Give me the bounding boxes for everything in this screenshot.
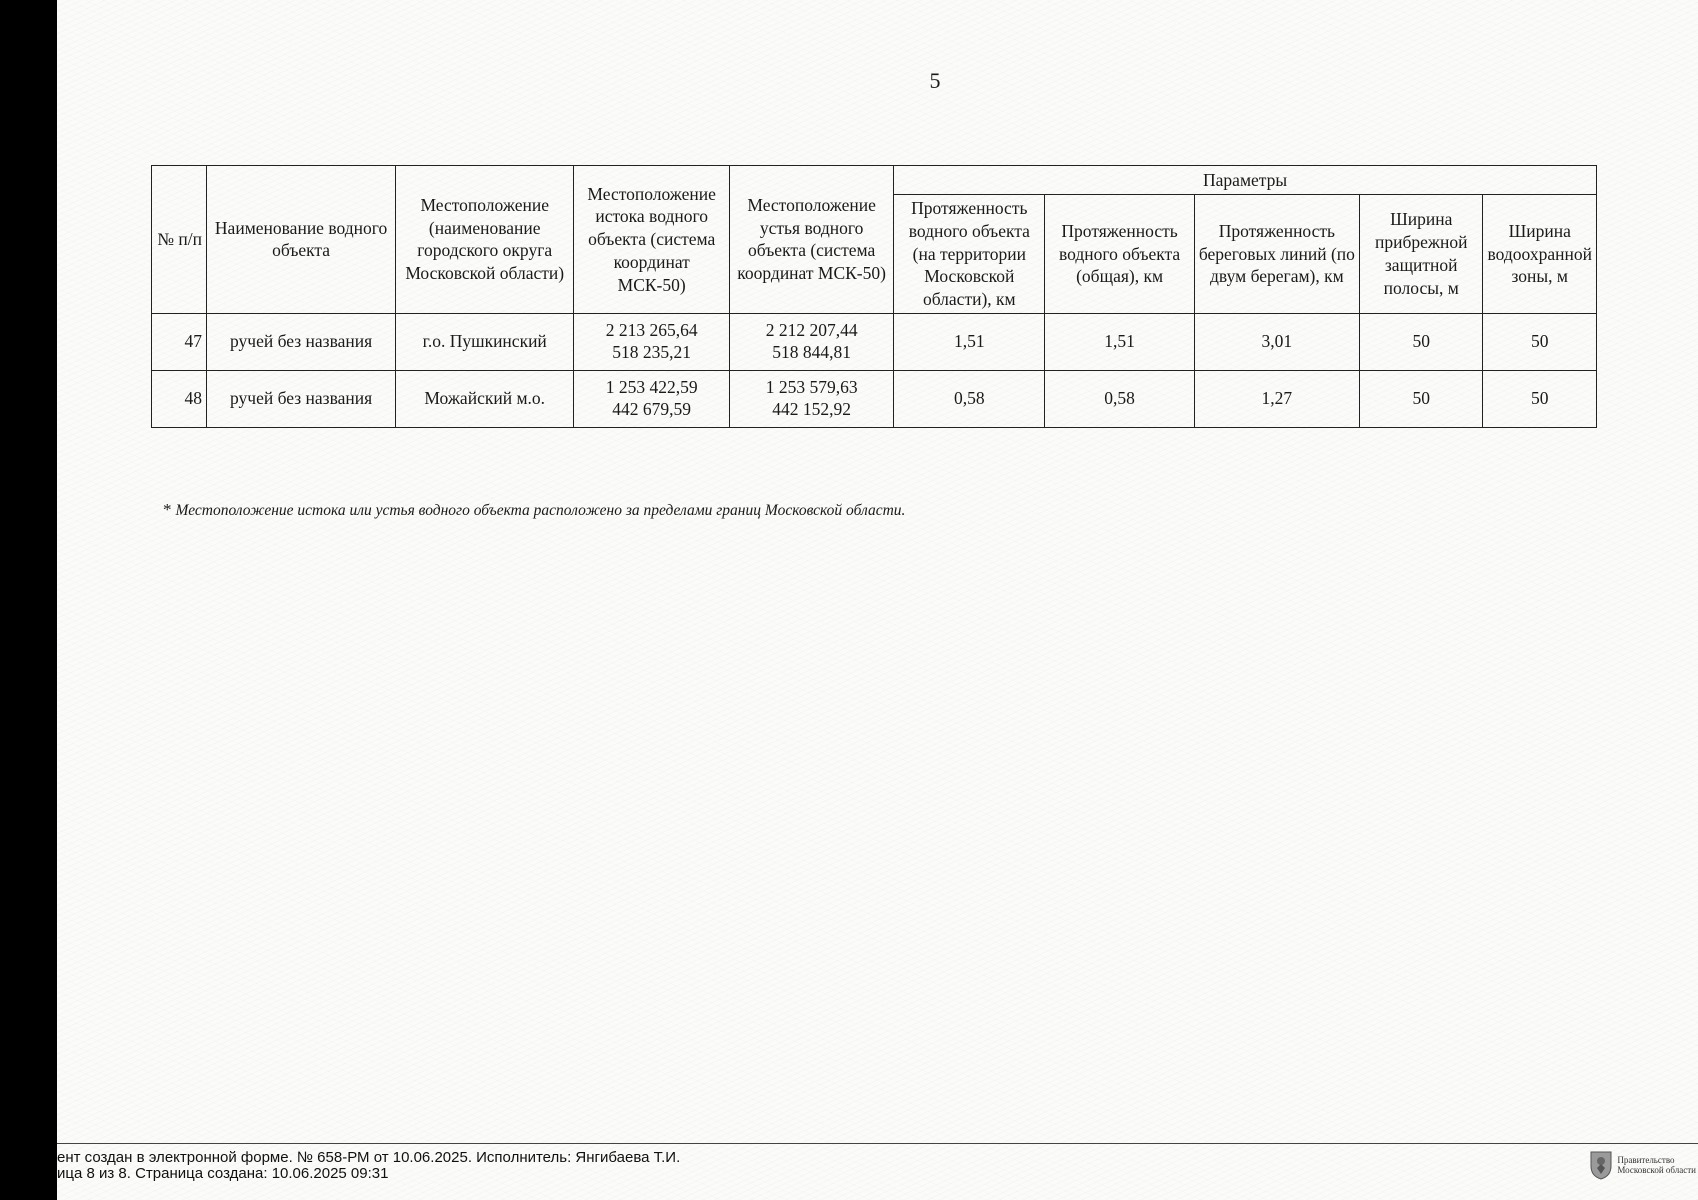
cell-num: 47 xyxy=(152,313,207,370)
mouth-x: 2 212 207,44 xyxy=(765,319,858,340)
mouth-y: 518 844,81 xyxy=(772,341,851,362)
header-protection-zone: Ширина водоохранной зоны, м xyxy=(1483,195,1597,314)
water-objects-table xyxy=(151,165,1597,428)
source-y: 518 235,21 xyxy=(612,341,692,362)
table-row xyxy=(152,370,1597,427)
footnote-text: Местоположение истока или устья водного объекта расположено за пределами границ Московской области. xyxy=(175,502,906,519)
cell-source xyxy=(574,313,730,370)
cell-length-region: 0,58 xyxy=(894,370,1045,427)
header-location: Местоположение (наименование городского округа Московской области) xyxy=(396,166,574,314)
header-num: № п/п xyxy=(152,166,207,314)
moscow-region-emblem-icon xyxy=(1589,1150,1613,1180)
source-x: 2 213 265,64 xyxy=(605,319,698,340)
cell-length-banks: 1,27 xyxy=(1194,370,1359,427)
cell-name: ручей без названия xyxy=(207,370,396,427)
cell-mouth xyxy=(730,370,894,427)
electronic-document-footer xyxy=(57,1150,680,1182)
cell-num: 48 xyxy=(152,370,207,427)
logo-line-1: Правительство xyxy=(1617,1155,1675,1165)
cell-source xyxy=(574,370,730,427)
cell-location: г.о. Пушкинский xyxy=(396,313,574,370)
header-length-total: Протяженность водного объекта (общая), км xyxy=(1045,195,1194,314)
government-logo-text xyxy=(1617,1155,1696,1175)
footer-divider xyxy=(57,1143,1698,1144)
cell-length-banks: 3,01 xyxy=(1194,313,1359,370)
logo-line-2: Московской области xyxy=(1617,1165,1696,1175)
cell-length-total: 1,51 xyxy=(1045,313,1194,370)
source-y: 442 679,59 xyxy=(612,398,692,419)
cell-coastal-strip: 50 xyxy=(1359,370,1482,427)
page-number: 5 xyxy=(929,68,941,93)
footnote-mark: * xyxy=(163,500,172,519)
header-parameters: Параметры xyxy=(894,166,1597,195)
mouth-y: 442 152,92 xyxy=(772,398,851,419)
header-name: Наименование водного объекта xyxy=(207,166,396,314)
cell-length-region: 1,51 xyxy=(894,313,1045,370)
footer-line-page: ица 8 из 8. Страница создана: 10.06.2025 09:31 xyxy=(57,1165,389,1182)
cell-coastal-strip: 50 xyxy=(1359,313,1482,370)
scan-left-margin xyxy=(0,0,57,1200)
header-source: Местоположение истока водного объекта (система координат МСК-50) xyxy=(574,166,730,314)
header-mouth: Местоположение устья водного объекта (система координат МСК-50) xyxy=(730,166,894,314)
cell-location: Можайский м.о. xyxy=(396,370,574,427)
cell-name: ручей без названия xyxy=(207,313,396,370)
footer-line-document: ент создан в электронной форме. № 658-РМ от 10.06.2025. Исполнитель: Янгибаева Т.И. xyxy=(57,1149,681,1166)
mouth-x: 1 253 579,63 xyxy=(765,376,858,397)
table-row xyxy=(152,313,1597,370)
header-length-banks: Протяженность береговых линий (по двум берегам), км xyxy=(1194,195,1359,314)
cell-protection-zone: 50 xyxy=(1483,313,1597,370)
cell-protection-zone: 50 xyxy=(1483,370,1597,427)
header-length-region: Протяженность водного объекта (на территории Московской области), км xyxy=(894,195,1045,314)
footnote xyxy=(163,500,905,520)
cell-length-total: 0,58 xyxy=(1045,370,1194,427)
header-coastal-strip: Ширина прибрежной защитной полосы, м xyxy=(1359,195,1482,314)
source-x: 1 253 422,59 xyxy=(605,376,698,397)
government-logo xyxy=(1589,1150,1696,1180)
cell-mouth xyxy=(730,313,894,370)
document-page xyxy=(57,0,1698,1200)
